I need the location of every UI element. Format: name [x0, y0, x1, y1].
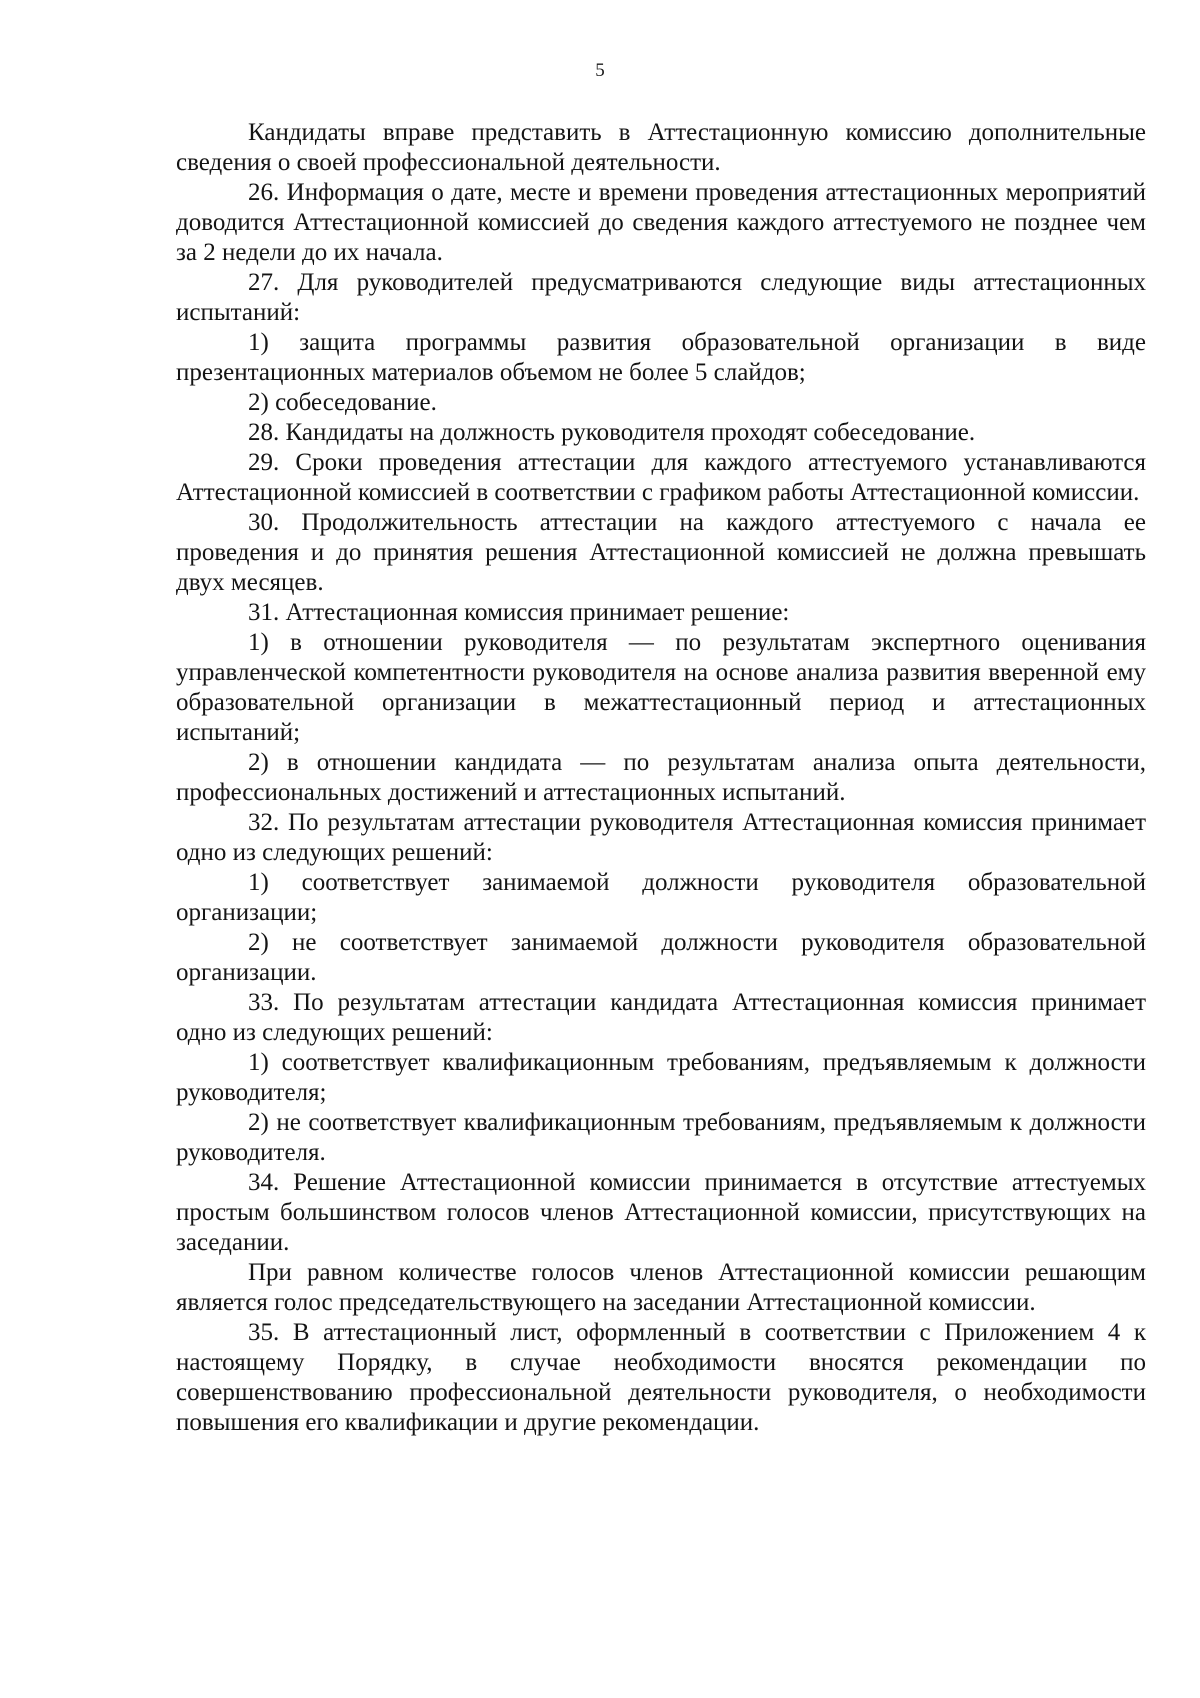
paragraph: 29. Сроки проведения аттестации для каждого аттестуемого устанавливаются Аттестационной комиссией в соответствии с графиком работы Аттестационной комиссии. [176, 449, 1146, 506]
page-number: 5 [595, 60, 605, 81]
paragraph: 28. Кандидаты на должность руководителя проходят собеседование. [248, 419, 976, 446]
paragraph: 1) соответствует занимаемой должности руководителя образовательной организации; [176, 869, 1146, 926]
paragraph: Кандидаты вправе представить в Аттестационную комиссию дополнительные сведения о своей профессиональной деятельности. [176, 119, 1146, 176]
paragraph: 2) в отношении кандидата — по результатам анализа опыта деятельности, профессиональных достижений и аттестационных испытаний. [176, 749, 1146, 806]
paragraph: 1) защита программы развития образовательной организации в виде презентационных материалов объемом не более 5 слайдов; [176, 329, 1146, 386]
paragraph: 2) не соответствует занимаемой должности руководителя образовательной организации. [176, 929, 1146, 986]
paragraph: 30. Продолжительность аттестации на каждого аттестуемого с начала ее проведения и до принятия решения Аттестационной комиссией не должна превышать двух месяцев. [176, 509, 1146, 596]
paragraph: 35. В аттестационный лист, оформленный в соответствии с Приложением 4 к настоящему Порядку, в случае необходимости вносятся рекомендации по совершенствованию профессиональной деятельности руководителя, о необходимости повышения его квалификации и другие рекомендации. [176, 1319, 1146, 1436]
paragraph: 1) в отношении руководителя — по результатам экспертного оценивания управленческой компетентности руководителя на основе анализа развития вверенной ему образовательной организации в межаттестационный период и аттестационных испытаний; [176, 629, 1146, 746]
paragraph: 1) соответствует квалификационным требованиям, предъявляемым к должности руководителя; [176, 1049, 1146, 1106]
paragraph: 2) собеседование. [248, 389, 437, 416]
paragraph: 33. По результатам аттестации кандидата Аттестационная комиссия принимает одно из следующих решений: [176, 989, 1146, 1046]
paragraph: 34. Решение Аттестационной комиссии принимается в отсутствие аттестуемых простым большинством голосов членов Аттестационной комиссии, присутствующих на заседании. [176, 1169, 1146, 1256]
paragraph: При равном количестве голосов членов Аттестационной комиссии решающим является голос председательствующего на заседании Аттестационной комиссии. [176, 1259, 1146, 1316]
paragraph: 27. Для руководителей предусматриваются следующие виды аттестационных испытаний: [176, 269, 1146, 326]
paragraph: 26. Информация о дате, месте и времени проведения аттестационных мероприятий доводится Аттестационной комиссией до сведения каждого аттестуемого не позднее чем за 2 недели до их начала. [176, 179, 1146, 266]
paragraph: 2) не соответствует квалификационным требованиям, предъявляемым к должности руководителя. [176, 1109, 1146, 1166]
document-body [176, 118, 1146, 1438]
paragraph: 31. Аттестационная комиссия принимает решение: [248, 599, 790, 626]
paragraph: 32. По результатам аттестации руководителя Аттестационная комиссия принимает одно из следующих решений: [176, 809, 1146, 866]
